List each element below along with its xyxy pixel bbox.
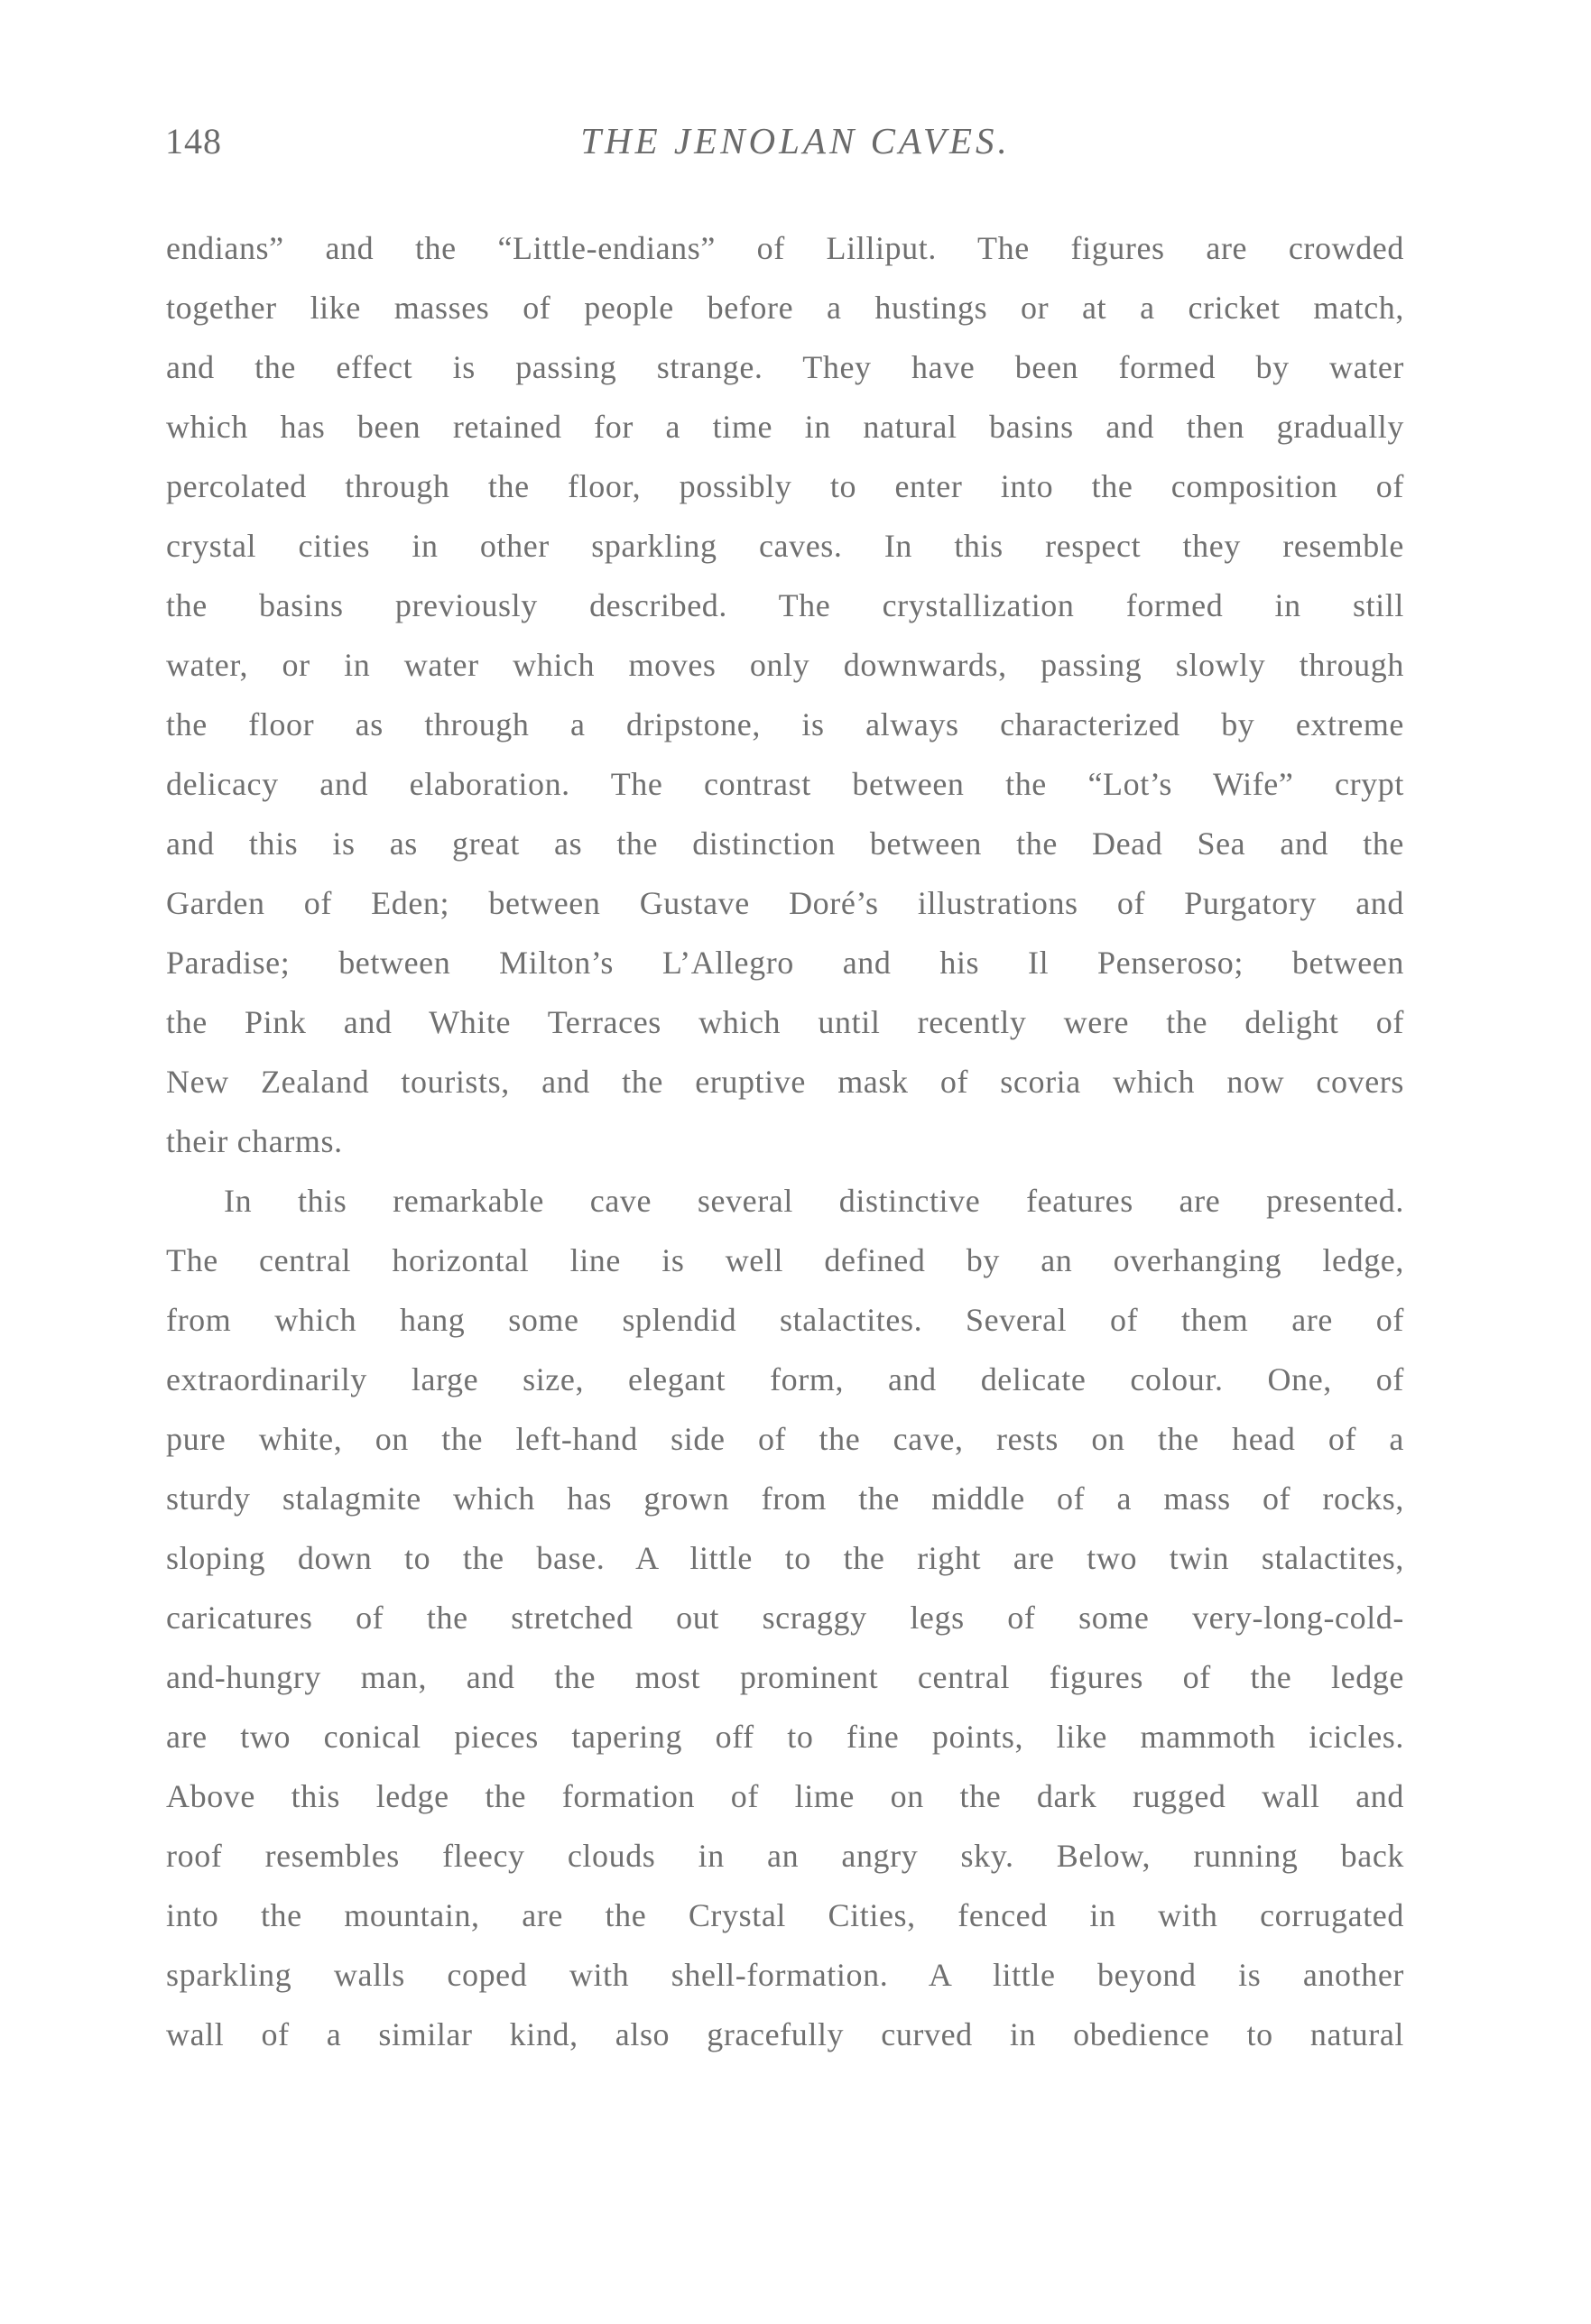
text-line: and-hungry man, and the most prominent central figures of the ledge bbox=[166, 1659, 1404, 1695]
text-line: water, or in water which moves only downwards, passing slowly through bbox=[166, 647, 1404, 683]
text-line: In this remarkable cave several distinctive features are presented. bbox=[224, 1183, 1404, 1219]
text-line: pure white, on the left-hand side of the cave, rests on the head of a bbox=[166, 1421, 1404, 1457]
text-line: into the mountain, are the Crystal Cities, fenced in with corrugated bbox=[166, 1897, 1404, 1933]
text-line: sturdy stalagmite which has grown from the middle of a mass of rocks, bbox=[166, 1480, 1404, 1517]
text-line: Paradise; between Milton’s L’Allegro and his Il Penseroso; between bbox=[166, 945, 1404, 981]
text-line: New Zealand tourists, and the eruptive mask of scoria which now covers bbox=[166, 1064, 1404, 1100]
text-line: The central horizontal line is well defined by an overhanging ledge, bbox=[166, 1242, 1404, 1278]
running-title: THE JENOLAN CAVES. bbox=[580, 120, 1011, 161]
text-line: their charms. bbox=[166, 1123, 343, 1159]
text-line: the basins previously described. The crystallization formed in still bbox=[166, 587, 1404, 623]
text-line: which has been retained for a time in natural basins and then gradually bbox=[166, 409, 1404, 445]
text-line: and the effect is passing strange. They have been formed by water bbox=[166, 349, 1404, 385]
text-line: wall of a similar kind, also gracefully curved in obedience to natural bbox=[166, 2016, 1404, 2052]
text-line: together like masses of people before a hustings or at a cricket match, bbox=[166, 290, 1404, 326]
text-line: sparkling walls coped with shell-formation. A little beyond is another bbox=[166, 1957, 1404, 1993]
text-line: crystal cities in other sparkling caves. In this respect they resemble bbox=[166, 528, 1404, 564]
text-line: caricatures of the stretched out scraggy legs of some very-long-cold- bbox=[166, 1600, 1404, 1636]
text-line: percolated through the floor, possibly to enter into the composition of bbox=[166, 468, 1404, 504]
text-line: delicacy and elaboration. The contrast between the “Lot’s Wife” crypt bbox=[166, 766, 1404, 802]
text-line: from which hang some splendid stalactites. Several of them are of bbox=[166, 1302, 1404, 1338]
text-line: sloping down to the base. A little to the right are two twin stalactites, bbox=[166, 1540, 1404, 1576]
text-line: and this is as great as the distinction between the Dead Sea and the bbox=[166, 825, 1404, 862]
text-line: extraordinarily large size, elegant form, and delicate colour. One, of bbox=[166, 1361, 1404, 1397]
body-text bbox=[166, 218, 1404, 2064]
page-number: 148 bbox=[165, 121, 222, 161]
text-line: endians” and the “Little-endians” of Lilliput. The figures are crowded bbox=[166, 230, 1404, 266]
text-line: roof resembles fleecy clouds in an angry sky. Below, running back bbox=[166, 1838, 1404, 1874]
text-line: are two conical pieces tapering off to fine points, like mammoth icicles. bbox=[166, 1719, 1404, 1755]
text-line: Above this ledge the formation of lime on the dark rugged wall and bbox=[166, 1778, 1404, 1814]
text-line: the Pink and White Terraces which until recently were the delight of bbox=[166, 1004, 1404, 1040]
text-line: Garden of Eden; between Gustave Doré’s illustrations of Purgatory and bbox=[166, 885, 1404, 921]
text-line: the floor as through a dripstone, is always characterized by extreme bbox=[166, 706, 1404, 742]
